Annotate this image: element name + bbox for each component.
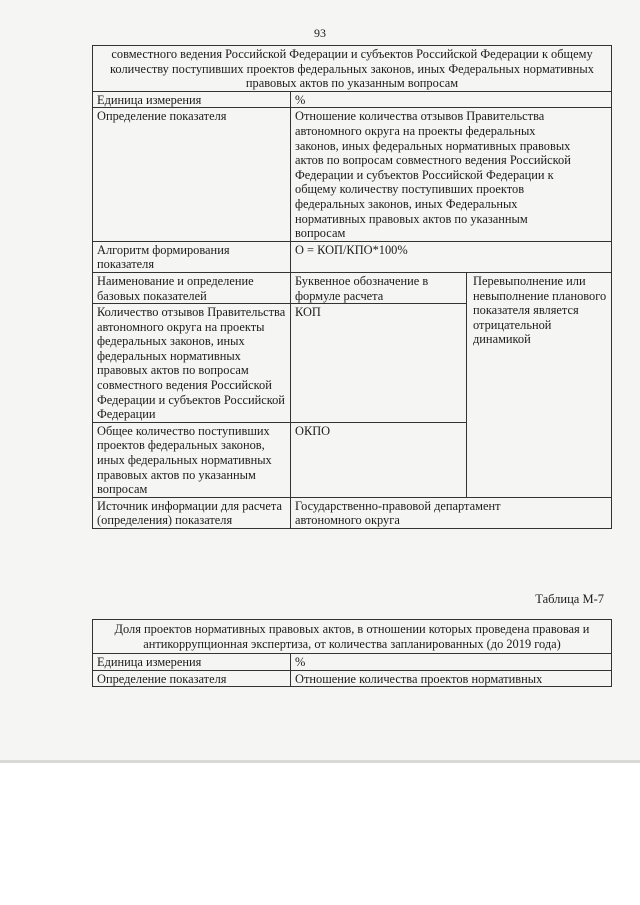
base-indicators-label: Наименование и определение базовых показателей <box>93 272 291 303</box>
table-row <box>93 108 612 241</box>
unit-value: % <box>291 91 612 108</box>
scan-edge <box>0 760 640 763</box>
table-row <box>93 670 612 687</box>
indicator-table-m7 <box>92 619 612 687</box>
unit-label: Единица измерения <box>93 91 291 108</box>
table-row <box>93 654 612 671</box>
unit-value: % <box>291 654 612 671</box>
dynamics-note: Перевыполнение или невыполнение планового показателя является отрицательной динамикой <box>467 272 612 497</box>
definition-value: Отношение количества отзывов Правительства автономного округа на проекты федеральных законов, иных федеральных нормативных правовых актов по вопросам совместного ведения Российской Федерации и субъектов Российской Федерации к общему количеству поступивших проектов федеральных законов, иных Федеральных нормативных правовых актов по указанным вопросам <box>291 108 612 241</box>
letter-designation-label: Буквенное обозначение в формуле расчета <box>291 272 467 303</box>
table-header-cell: совместного ведения Российской Федерации и субъектов Российской Федерации к общему количеству поступивших проектов федеральных законов, иных Федеральных нормативных правовых актов по указанным вопросам <box>93 46 612 92</box>
algorithm-value: О = КОП/КПО*100% <box>291 241 612 272</box>
table-row <box>93 241 612 272</box>
indicator-code: КОП <box>291 304 467 423</box>
table-row <box>93 272 612 303</box>
table-caption: Таблица М-7 <box>535 592 604 606</box>
page-number: 93 <box>314 26 326 40</box>
table-header-cell: Доля проектов нормативных правовых актов, в отношении которых проведена правовая и антикоррупционная экспертиза, от количества запланированных (до 2019 года) <box>93 620 612 654</box>
indicator-name: Общее количество поступивших проектов федеральных законов, иных федеральных нормативных правовых актов по указанным вопросам <box>93 422 291 497</box>
indicator-table <box>92 45 612 529</box>
source-value: Государственно-правовой департамент автономного округа <box>291 497 612 528</box>
table-header-row <box>93 46 612 92</box>
algorithm-label: Алгоритм формирования показателя <box>93 241 291 272</box>
definition-value: Отношение количества проектов нормативных <box>291 670 612 687</box>
indicator-name: Количество отзывов Правительства автономного округа на проекты федеральных законов, иных федеральных нормативных правовых актов по вопросам совместного ведения Российской Федерации и субъектов Российской Федерации <box>93 304 291 423</box>
indicator-code: ОКПО <box>291 422 467 497</box>
source-label: Источник информации для расчета (определения) показателя <box>93 497 291 528</box>
definition-label: Определение показателя <box>93 108 291 241</box>
table-row <box>93 91 612 108</box>
table-header-row <box>93 620 612 654</box>
unit-label: Единица измерения <box>93 654 291 671</box>
table-row <box>93 497 612 528</box>
definition-label: Определение показателя <box>93 670 291 687</box>
